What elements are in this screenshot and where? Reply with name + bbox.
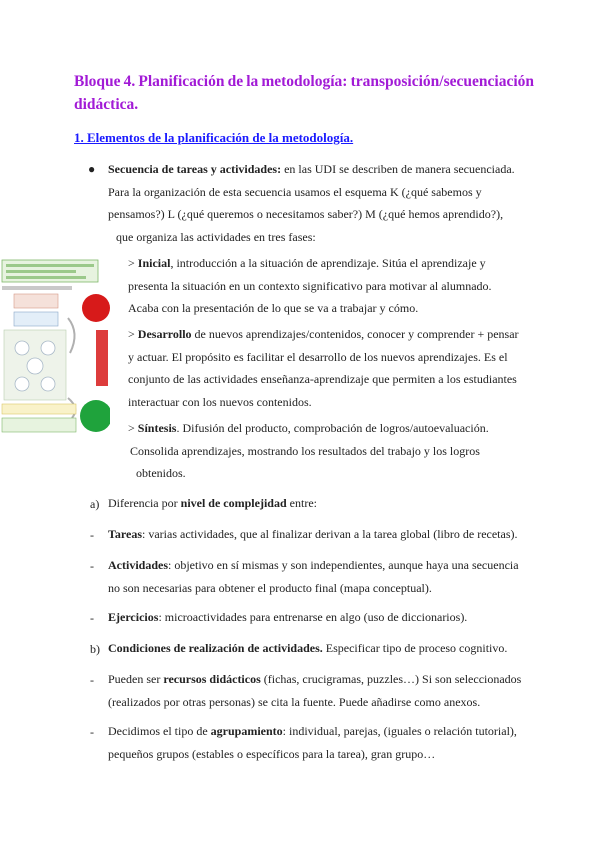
diagram-box <box>2 404 76 414</box>
phase-desarrollo-line: y actuar. El propósito es facilitar el desarrollo de los nuevos aprendizajes. Es el <box>128 349 508 364</box>
item-actividades-bold: Actividades <box>108 558 168 572</box>
item-b <box>108 637 568 660</box>
item-tareas <box>108 523 568 546</box>
item-ejercicios-bold: Ejercicios <box>108 610 159 624</box>
item-tareas-bold: Tareas <box>108 527 143 541</box>
diagram-node <box>27 358 43 374</box>
item-actividades-text: : objetivo en sí mismas y son independientes, aunque haya una secuencia <box>168 558 519 572</box>
diagram-line <box>6 264 94 267</box>
list-marker: b) <box>90 642 100 656</box>
diagram-green-circle <box>80 400 110 432</box>
list-marker: a) <box>90 497 100 511</box>
item-tareas-text: : varias actividades, que al finalizar derivan a la tarea global (libro de recetas). <box>142 527 518 541</box>
title-word: Planificación <box>138 73 225 90</box>
diagram-arrow <box>68 318 75 353</box>
phase-inicial-line: Acaba con la presentación de lo que se va a trabajar y cómo. <box>128 301 419 315</box>
title-word: transposición/secuenciación <box>350 73 534 90</box>
phase-prefix: > <box>128 421 138 435</box>
phase-prefix: > <box>128 256 138 270</box>
title-word: metodología: <box>261 73 348 90</box>
item-agrupamiento <box>108 720 568 765</box>
phase-inicial-title: Inicial <box>137 256 171 270</box>
list-marker: - <box>90 725 94 739</box>
phase-sintesis-title: Síntesis <box>137 421 177 435</box>
title-word: Bloque <box>74 73 121 90</box>
item-a-pre: Diferencia por <box>108 496 181 510</box>
item-ejercicios-text: : microactividades para entrenarse en algo (uso de diccionarios). <box>158 610 468 624</box>
diagram-bottom-box <box>2 418 76 432</box>
diagram-box <box>14 294 58 308</box>
phase-sintesis-line: obtenidos. <box>136 466 186 480</box>
bullet-bold: Secuencia de tareas y actividades: <box>108 162 282 176</box>
item-a-post: entre: <box>286 496 317 510</box>
bullet-text: en las UDI se describen de manera secuenciada. <box>281 162 515 176</box>
item-a-bold: nivel de complejidad <box>180 496 287 510</box>
kwl-sequence-diagram <box>0 258 110 438</box>
diagram-node <box>15 341 29 355</box>
diagram-node <box>41 377 55 391</box>
item-agrupamiento-pre: Decidimos el tipo de <box>108 724 211 738</box>
item-b-text: Especificar tipo de proceso cognitivo. <box>322 641 508 655</box>
phase-desarrollo-text: de nuevos aprendizajes/contenidos, conocer y comprender + pensar <box>191 327 519 341</box>
diagram-node <box>15 377 29 391</box>
phase-sintesis-line: Consolida aprendizajes, mostrando los resultados del trabajo y los logros <box>130 443 480 458</box>
item-actividades-line: no son necesarias para obtener el producto final (mapa conceptual). <box>108 580 432 595</box>
item-recursos-line: (realizados por otras personas) se cita la fuente. Puede añadirse como anexos. <box>108 694 481 709</box>
section-heading: 1. Elementos de la planificación de la metodología. <box>74 130 354 145</box>
diagram-box <box>14 312 58 326</box>
item-agrupamiento-line: pequeños grupos (estables o específicos para la tarea), gran grupo… <box>108 746 436 761</box>
phase-desarrollo-line: conjunto de las actividades enseñanza-aprendizaje que permiten a los estudiantes <box>128 372 517 386</box>
item-recursos-pre: Pueden ser <box>108 672 164 686</box>
list-marker: - <box>90 528 94 542</box>
title-word: la <box>246 73 259 90</box>
bullet-paragraph <box>108 158 548 248</box>
title-line-1 <box>74 70 534 93</box>
title-line-2: didáctica. <box>74 96 139 113</box>
item-ejercicios <box>108 606 568 629</box>
item-actividades <box>108 554 568 599</box>
item-recursos-text: (fichas, crucigramas, puzzles…) Si son seleccionados <box>260 672 522 686</box>
phase-inicial-text: , introducción a la situación de aprendizaje. Sitúa el aprendizaje y <box>170 256 486 270</box>
diagram-line <box>6 270 76 273</box>
phase-inicial-line: presenta la situación en un contexto significativo para motivar al alumnado. <box>128 278 492 293</box>
phase-inicial <box>128 252 568 320</box>
bullet-dot: ● <box>88 162 96 176</box>
phase-desarrollo-title: Desarrollo <box>137 327 192 341</box>
diagram-node <box>41 341 55 355</box>
title-word: de <box>227 73 244 90</box>
item-b-bold: Condiciones de realización de actividades. <box>108 641 323 655</box>
diagram-red-bar <box>96 330 108 386</box>
item-agrupamiento-text: : individual, parejas, (iguales o relación tutorial), <box>282 724 517 738</box>
list-marker: - <box>90 559 94 573</box>
diagram-bar <box>2 286 72 290</box>
diagram-red-circle <box>82 294 110 322</box>
list-marker: - <box>90 673 94 687</box>
item-recursos <box>108 668 568 713</box>
bullet-line: Para la organización de esta secuencia usamos el esquema K (¿qué sabemos y <box>108 184 482 199</box>
list-marker: - <box>90 611 94 625</box>
bullet-line: que organiza las actividades en tres fases: <box>116 229 316 244</box>
phase-sintesis <box>128 417 568 485</box>
diagram-line <box>6 276 86 279</box>
bullet-line: pensamos?) L (¿qué queremos o necesitamos saber?) M (¿qué hemos aprendido?), <box>108 207 504 221</box>
page-title <box>74 70 534 116</box>
phase-desarrollo-line: interactuar con los nuevos contenidos. <box>128 394 312 409</box>
phase-prefix: > <box>128 327 138 341</box>
item-a <box>108 492 558 515</box>
item-recursos-bold: recursos didácticos <box>163 672 261 686</box>
item-agrupamiento-bold: agrupamiento <box>210 724 283 738</box>
phase-desarrollo <box>128 323 578 413</box>
phase-sintesis-text: . Difusión del producto, comprobación de logros/autoevaluación. <box>176 421 489 435</box>
title-word: 4. <box>123 73 136 90</box>
